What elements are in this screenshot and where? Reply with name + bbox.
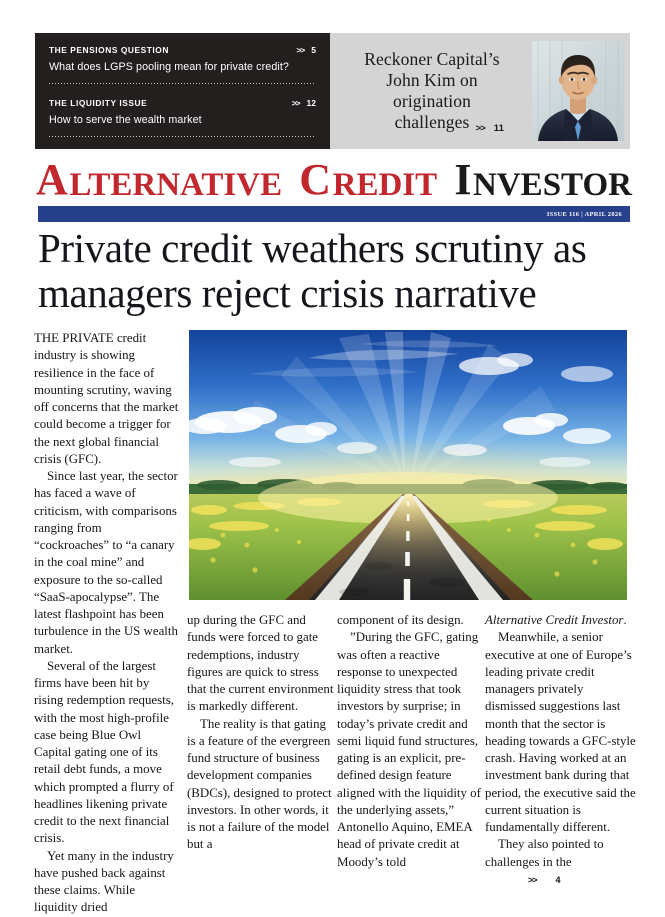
promo-page-jump[interactable] <box>476 118 504 139</box>
article-column-1 <box>34 330 180 917</box>
teaser-panel-dark <box>35 33 330 149</box>
paragraph: Since last year, the sector has faced a wave of criticism, with comparisons ranging from “cockroaches” to “a canary in the coal mine” and exposure to the so-called “SaaS-apocalypse”. The latest flashpoint has been turbulence in the US wealth market. <box>34 469 178 656</box>
masthead-part-5: NVESTOR <box>473 167 632 203</box>
paragraph: Yet many in the industry have pushed back against these claims. While liquidity dried <box>34 848 174 915</box>
headline-line-2: managers reject crisis narrative <box>38 270 537 316</box>
promo-portrait-photo <box>532 41 624 141</box>
paragraph: THE PRIVATE credit industry is showing resilience in the face of mounting scrutiny, waving off concerns that the market could become a trigger for the next global financial crisis (GFC). <box>34 331 179 466</box>
promo-line-3: origination <box>393 91 471 111</box>
teaser-kicker: THE PENSIONS QUESTION <box>49 45 169 55</box>
promo-headline <box>334 49 532 133</box>
masthead-part-1: LTERNATIVE <box>69 167 283 203</box>
teaser-kicker-row <box>49 45 316 55</box>
double-chevron-right-icon: >> <box>291 98 300 108</box>
article-column-4 <box>485 612 637 889</box>
paragraph: The reality is that gating is a feature of the evergreen fund structure of business development companies (BDCs), designed to protect investors. In other words, it is not a failure of the model but a <box>187 716 332 852</box>
double-chevron-right-icon: >> <box>296 45 305 55</box>
paragraph: ”During the GFC, gating was often a reactive response to unexpected liquidity stress that took investors by surprise; in today’s private credit and semi liquid fund structures, gating is an explicit, pre-defined design feature aligned with the liquidity of the underlying assets,” Antonello Aquino, EMEA head of private credit at Moody’s told <box>337 630 481 869</box>
teaser-headline[interactable]: How to serve the wealth market <box>49 114 202 126</box>
paragraph: component of its design. <box>337 613 464 627</box>
paragraph: up during the GFC and funds were forced to gate redemptions, industry figures are quick to stress that the current environment is markedly different. <box>187 613 334 714</box>
teaser-divider <box>49 83 316 84</box>
paragraph-text: They also pointed to challenges in the <box>485 837 604 869</box>
masthead-part-3: REDIT <box>332 167 438 203</box>
teaser-headline[interactable]: What does LGPS pooling mean for private credit? <box>49 61 289 73</box>
paragraph <box>485 836 637 889</box>
promo-line-1: Reckoner Capital’s <box>364 49 500 69</box>
teaser-page-number: 5 <box>311 45 316 55</box>
paragraph-source-attribution <box>485 612 637 629</box>
paragraph: Several of the largest firms have been hit by rising redemption requests, with the most high-profile case being Blue Owl Capital gating one of its retail debt funds, a move which prompted a flurry of headlines likening private credit to the next financial crisis. <box>34 658 174 846</box>
masthead-part-4: I <box>454 155 472 204</box>
promo-line-2: John Kim on <box>386 70 478 90</box>
continuation-jump[interactable] <box>515 872 561 889</box>
teaser-page-jump[interactable] <box>292 98 316 108</box>
promo-line-4: challenges <box>394 112 470 132</box>
masthead-part-2: C <box>299 155 332 204</box>
masthead-title <box>36 156 632 202</box>
teaser-kicker: THE LIQUIDITY ISSUE <box>49 98 148 108</box>
double-chevron-right-icon: >> <box>475 123 485 134</box>
article-body <box>34 330 636 915</box>
masthead-part-0: A <box>36 155 68 204</box>
teaser-page-number: 12 <box>306 98 316 108</box>
top-teaser-strip <box>35 33 630 149</box>
article-column-2 <box>187 612 335 854</box>
sentence-period: . <box>623 613 627 627</box>
teaser-page-jump[interactable] <box>296 45 316 55</box>
page-title <box>38 226 638 316</box>
promo-page-number: 11 <box>493 123 504 134</box>
paragraph: Meanwhile, a senior executive at one of Europe’s leading private credit managers privately dismissed suggestions last month that the sector is heading towards a GFC-style crash. Having worked at an investment bank during that period, the executive said the current situation is fundamentally different. <box>485 630 636 834</box>
teaser-item-pensions[interactable] <box>49 45 316 84</box>
teaser-item-liquidity[interactable] <box>49 98 316 137</box>
publication-name-italic: Alternative Credit Investor <box>485 613 624 627</box>
issue-label: ISSUE 116 | APRIL 2026 <box>546 210 622 218</box>
teaser-kicker-row <box>49 98 316 108</box>
continuation-page-number: 4 <box>555 874 561 885</box>
teaser-divider <box>49 136 316 137</box>
teaser-panel-promo[interactable] <box>330 33 630 149</box>
double-chevron-right-icon: >> <box>528 874 537 885</box>
article-column-3 <box>337 612 485 871</box>
issue-bar <box>38 206 630 222</box>
headline-line-1: Private credit weathers scrutiny as <box>38 225 587 271</box>
